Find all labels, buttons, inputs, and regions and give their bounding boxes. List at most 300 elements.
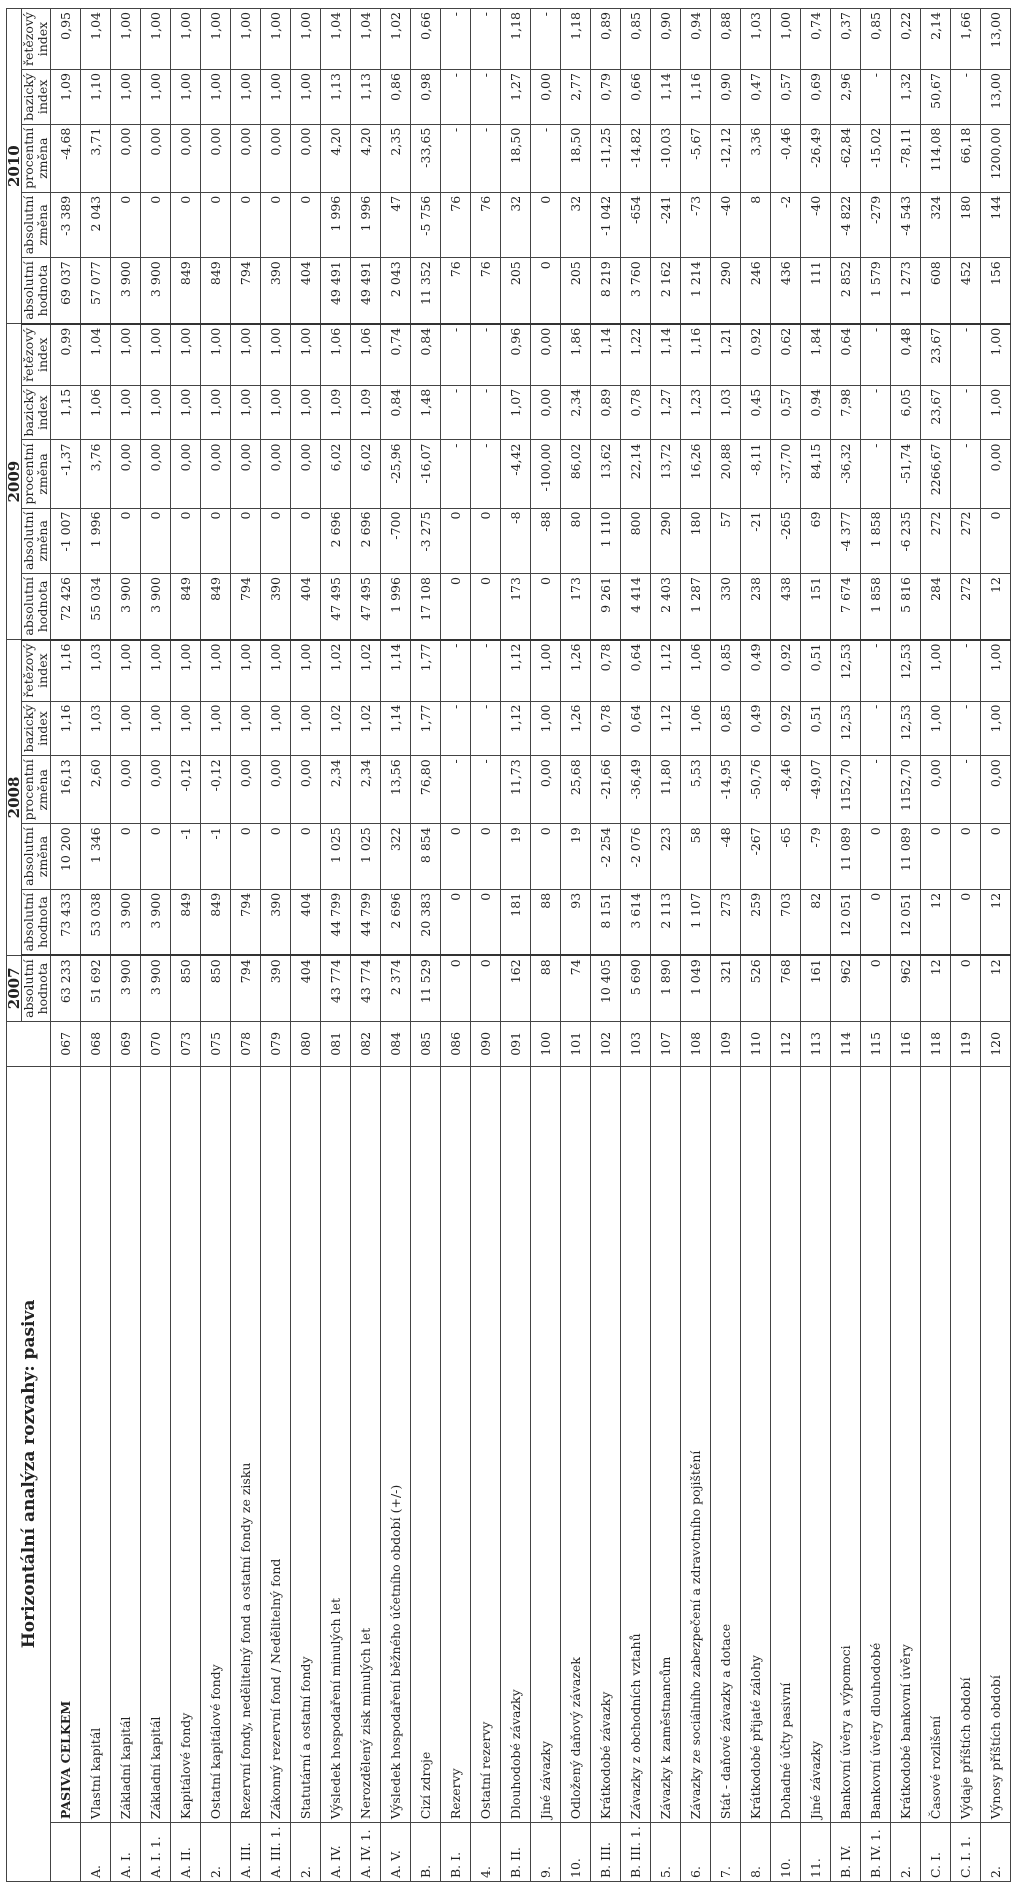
value-cell: 0 [231,508,261,574]
value-cell: -26,49 [801,124,831,192]
value-cell: 1,22 [621,324,651,386]
value-cell: 1,23 [681,385,711,440]
row-code [51,1823,81,1882]
value-cell: - [471,9,501,70]
value-cell: 0,62 [771,324,801,386]
value-cell: 2,34 [561,385,591,440]
value-cell: 1,00 [231,324,261,386]
value-cell: 1,02 [351,640,381,702]
value-cell: 1,00 [111,9,141,70]
row-number: 119 [951,1021,981,1066]
value-cell: 0,22 [891,9,921,70]
value-cell: -0,12 [201,756,231,824]
value-cell: 962 [891,955,921,1021]
value-cell: 1,00 [921,701,951,756]
table-title: Horizontální analýza rozvahy: pasiva [7,1066,51,1881]
value-cell: 18,50 [501,124,531,192]
value-cell: 1,12 [501,701,531,756]
value-cell: 8 854 [411,824,441,890]
value-cell: 1,14 [651,324,681,386]
value-cell: 32 [501,192,531,258]
value-cell: 88 [531,889,561,955]
value-cell: 76 [441,258,471,324]
value-cell: 794 [231,889,261,955]
value-cell: 0,94 [801,385,831,440]
row-code: 5. [651,1823,681,1882]
value-cell: 1,77 [411,640,441,702]
value-cell: 43 774 [321,955,351,1021]
value-cell: 0,57 [771,70,801,125]
table-row [381,9,411,1882]
row-number: 108 [681,1021,711,1066]
year-header-row [7,9,22,1882]
value-cell: - [951,701,981,756]
value-cell: 1,12 [651,640,681,702]
value-cell: 12 051 [831,889,861,955]
value-cell: 0,96 [501,324,531,386]
table-body [51,9,1011,1882]
row-number: 109 [711,1021,741,1066]
value-cell: 1 110 [591,508,621,574]
row-number: 084 [381,1021,411,1066]
value-cell: 436 [771,258,801,324]
value-cell: - [951,385,981,440]
row-label: Ostatní kapitálové fondy [201,1066,231,1822]
value-cell: -267 [741,824,771,890]
value-cell: 16,13 [51,756,81,824]
value-cell: 794 [231,955,261,1021]
value-cell: 0,92 [741,324,771,386]
value-cell: 1,06 [351,324,381,386]
value-cell: 1,00 [981,640,1011,702]
value-cell: - [471,640,501,702]
value-cell: 390 [261,574,291,640]
value-cell: 0,00 [291,756,321,824]
value-cell: 0,00 [111,756,141,824]
value-cell: - [951,440,981,508]
value-cell: 3 900 [111,889,141,955]
value-cell: 47 495 [321,574,351,640]
value-cell: 0,64 [621,640,651,702]
value-cell: 1,00 [291,385,321,440]
row-number: 103 [621,1021,651,1066]
value-cell: 0,00 [531,756,561,824]
value-cell: 273 [711,889,741,955]
value-cell: 22,14 [621,440,651,508]
value-cell: 0,90 [651,9,681,70]
value-cell: -4,68 [51,124,81,192]
value-cell: 1 273 [891,258,921,324]
value-cell: 6,05 [891,385,921,440]
value-cell: -65 [771,824,801,890]
value-cell: 0,00 [111,124,141,192]
value-cell: -4,42 [501,440,531,508]
value-cell: 63 233 [51,955,81,1021]
row-label: Cizí zdroje [411,1066,441,1822]
row-code: B. III. [591,1823,621,1882]
value-cell: 76 [441,192,471,258]
value-cell: 0,66 [411,9,441,70]
row-label: Závazky k zaměstnancům [651,1066,681,1822]
value-cell: 2,96 [831,70,861,125]
value-cell: 1,26 [561,701,591,756]
table-row [501,9,531,1882]
value-cell: - [441,9,471,70]
value-cell: 0,00 [531,324,561,386]
value-cell: 20 383 [411,889,441,955]
value-cell: 404 [291,955,321,1021]
value-cell: 3 900 [111,258,141,324]
value-cell: -3 275 [411,508,441,574]
row-code: A. [81,1823,111,1882]
value-cell: 44 799 [321,889,351,955]
value-cell: -279 [861,192,891,258]
row-number: 120 [981,1021,1011,1066]
value-cell: 1,04 [81,324,111,386]
value-cell: -40 [801,192,831,258]
value-cell: 0 [471,574,501,640]
value-cell: 12 [981,955,1011,1021]
value-cell: 1,03 [81,640,111,702]
value-cell: 43 774 [351,955,381,1021]
value-cell: 2,34 [321,756,351,824]
row-number: 116 [891,1021,921,1066]
table-row [471,9,501,1882]
value-cell: 272 [921,508,951,574]
value-cell: 11 089 [891,824,921,890]
row-code: 7. [711,1823,741,1882]
value-cell: 3,36 [741,124,771,192]
value-cell: 0,47 [741,70,771,125]
value-cell: 69 [801,508,831,574]
value-cell: -8,46 [771,756,801,824]
value-cell: 12 051 [891,889,921,955]
value-cell: 49 491 [351,258,381,324]
value-cell: - [471,70,501,125]
value-cell: 1,09 [321,385,351,440]
row-code: A. IV. 1. [351,1823,381,1882]
value-cell: 526 [741,955,771,1021]
value-cell: 0,85 [621,9,651,70]
value-cell: 173 [501,574,531,640]
value-cell: 1,00 [201,324,231,386]
value-cell: -16,07 [411,440,441,508]
row-label: Rezervní fondy, nedělitelný fond a ostatní fondy ze zisku [231,1066,261,1822]
value-cell: 0,64 [621,701,651,756]
value-cell: 0,00 [291,124,321,192]
value-cell: 8 [741,192,771,258]
year-2007: 2007 [7,955,22,1021]
row-label: Závazky ze sociálního zabezpečení a zdravotního pojištění [681,1066,711,1822]
value-cell: 1,00 [531,701,561,756]
value-cell: 0 [951,824,981,890]
col-header-2009-1: absolutní změna [22,508,51,574]
value-cell: 794 [231,574,261,640]
value-cell: 1,00 [261,640,291,702]
value-cell: 1,27 [501,70,531,125]
value-cell: 1,00 [981,385,1011,440]
table-row [111,9,141,1882]
value-cell: -241 [651,192,681,258]
value-cell: 0,00 [531,385,561,440]
value-cell: 404 [291,889,321,955]
row-code: B. III. 1. [621,1823,651,1882]
value-cell: 12,53 [891,701,921,756]
value-cell: 2 043 [381,258,411,324]
value-cell: 1,03 [741,9,771,70]
value-cell: 1,02 [351,701,381,756]
value-cell: - [951,640,981,702]
row-label: Základní kapitál [111,1066,141,1822]
value-cell: 12 [921,889,951,955]
value-cell: - [471,701,501,756]
value-cell: -25,96 [381,440,411,508]
value-cell: 0 [141,508,171,574]
value-cell: 0 [531,824,561,890]
value-cell: 0 [981,824,1011,890]
row-number: 086 [441,1021,471,1066]
value-cell: -10,03 [651,124,681,192]
table-row [651,9,681,1882]
row-label: Základní kapitál [141,1066,171,1822]
value-cell: -2 254 [591,824,621,890]
value-cell: - [951,756,981,824]
row-number: 091 [501,1021,531,1066]
value-cell: 180 [681,508,711,574]
value-cell: 3 900 [141,889,171,955]
value-cell: -100,00 [531,440,561,508]
value-cell: 16,26 [681,440,711,508]
value-cell: 238 [741,574,771,640]
table-row [411,9,441,1882]
value-cell: 2 403 [651,574,681,640]
value-cell: 0,00 [141,440,171,508]
value-cell: 1 025 [351,824,381,890]
value-cell: 1,16 [681,70,711,125]
value-cell: 1,00 [291,9,321,70]
value-cell: 0 [201,508,231,574]
row-code: 2. [891,1823,921,1882]
value-cell: -79 [801,824,831,890]
value-cell: 1,09 [51,70,81,125]
value-cell: 1,00 [291,701,321,756]
value-cell: 12,53 [831,701,861,756]
value-cell: 1,00 [111,640,141,702]
value-cell: 272 [951,508,981,574]
value-cell: 0 [261,192,291,258]
value-cell: - [861,640,891,702]
value-cell: 0 [171,508,201,574]
value-cell: 321 [711,955,741,1021]
value-cell: 850 [201,955,231,1021]
value-cell: 330 [711,574,741,640]
value-cell: -654 [621,192,651,258]
value-cell: 0,37 [831,9,861,70]
value-cell: 322 [381,824,411,890]
row-label: Výsledek hospodaření minulých let [321,1066,351,1822]
row-label: Krátkodobé závazky [591,1066,621,1822]
value-cell: 1,18 [501,9,531,70]
value-cell: 1,15 [51,385,81,440]
value-cell: 2 043 [81,192,111,258]
value-cell: 0 [471,955,501,1021]
row-label: Krátkodobé bankovní úvěry [891,1066,921,1822]
table-row [771,9,801,1882]
value-cell: -0,12 [171,756,201,824]
value-cell: 1,00 [261,9,291,70]
value-cell: -21 [741,508,771,574]
value-cell: 72 426 [51,574,81,640]
row-code: A. II. [171,1823,201,1882]
value-cell: 32 [561,192,591,258]
col-header-2009-3: bazický index [22,385,51,440]
value-cell: 0 [951,889,981,955]
value-cell: - [951,324,981,386]
value-cell: 1,12 [501,640,531,702]
value-cell: 47 [381,192,411,258]
value-cell: - [441,756,471,824]
value-cell: 0,74 [381,324,411,386]
value-cell: 1,00 [231,9,261,70]
value-cell: -3 389 [51,192,81,258]
value-cell: 1,00 [171,9,201,70]
year-2009: 2009 [7,324,22,640]
row-number: 085 [411,1021,441,1066]
row-code: A. V. [381,1823,411,1882]
value-cell: 1,03 [81,701,111,756]
value-cell: 2 374 [381,955,411,1021]
value-cell: 0 [441,508,471,574]
value-cell: -5,67 [681,124,711,192]
row-code: 2. [981,1823,1011,1882]
value-cell: 0,92 [771,640,801,702]
value-cell: 0,00 [231,756,261,824]
row-label: Dlouhodobé závazky [501,1066,531,1822]
col-header-2010-2: procentní změna [22,124,51,192]
col-header-2010-4: řetězový index [22,9,51,70]
value-cell: 1 858 [861,508,891,574]
value-cell: 0 [921,824,951,890]
row-code: 2. [201,1823,231,1882]
value-cell: 1,00 [261,324,291,386]
value-cell: 3,76 [81,440,111,508]
value-cell: 1,00 [231,70,261,125]
value-cell: 0,64 [831,324,861,386]
value-cell: 246 [741,258,771,324]
row-number: 114 [831,1021,861,1066]
value-cell: 1,13 [321,70,351,125]
value-cell: 11 529 [411,955,441,1021]
value-cell: - [531,9,561,70]
value-cell: 0,88 [711,9,741,70]
value-cell: -5 756 [411,192,441,258]
value-cell: 1 579 [861,258,891,324]
value-cell: 0,00 [231,124,261,192]
value-cell: 390 [261,955,291,1021]
value-cell: -49,07 [801,756,831,824]
value-cell: 86,02 [561,440,591,508]
row-number: 101 [561,1021,591,1066]
value-cell: 1,00 [141,324,171,386]
value-cell: -36,49 [621,756,651,824]
value-cell: 7 674 [831,574,861,640]
row-label: Závazky z obchodních vztahů [621,1066,651,1822]
value-cell: 1,02 [321,640,351,702]
value-cell: -265 [771,508,801,574]
value-cell: -0,46 [771,124,801,192]
table-row [591,9,621,1882]
value-cell: 272 [951,574,981,640]
row-number: 068 [81,1021,111,1066]
value-cell: 0 [441,574,471,640]
value-cell: 1,04 [321,9,351,70]
value-cell: 800 [621,508,651,574]
value-cell: 1,00 [141,701,171,756]
value-cell: 1 214 [681,258,711,324]
value-cell: 0,86 [381,70,411,125]
value-cell: 3 900 [141,258,171,324]
value-cell: 12,53 [831,640,861,702]
value-cell: 1,26 [561,640,591,702]
row-number: 090 [471,1021,501,1066]
value-cell: 0,85 [861,9,891,70]
value-cell: 57 077 [81,258,111,324]
value-cell: 7,98 [831,385,861,440]
value-cell: 11,80 [651,756,681,824]
value-cell: 0 [141,192,171,258]
value-cell: 0,99 [51,324,81,386]
value-cell: 0,00 [171,124,201,192]
value-cell: 6,02 [351,440,381,508]
value-cell: 57 [711,508,741,574]
value-cell: 3 614 [621,889,651,955]
value-cell: 1,14 [651,70,681,125]
value-cell: 12 [981,574,1011,640]
row-label: Krátkodobé přijaté zálohy [741,1066,771,1822]
row-label: Kapitálové fondy [171,1066,201,1822]
row-label: Statutární a ostatní fondy [291,1066,321,1822]
value-cell: 849 [171,258,201,324]
value-cell: -4 377 [831,508,861,574]
value-cell: 2 113 [651,889,681,955]
value-cell: 0 [171,192,201,258]
value-cell: 849 [201,889,231,955]
value-cell: 1,03 [711,385,741,440]
value-cell: 1 996 [321,192,351,258]
value-cell: - [531,124,561,192]
table-row [261,9,291,1882]
value-cell: 1,86 [561,324,591,386]
value-cell: 0,51 [801,701,831,756]
value-cell: 3 900 [111,574,141,640]
value-cell: 55 034 [81,574,111,640]
col-header-2009-0: absolutní hodnota [22,574,51,640]
value-cell: -2 [771,192,801,258]
value-cell: 1,10 [81,70,111,125]
value-cell: 8 219 [591,258,621,324]
value-cell: -15,02 [861,124,891,192]
value-cell: 1,00 [171,324,201,386]
value-cell: 1,12 [651,701,681,756]
col-header-2007-absolutni-hodnota: absolutní hodnota [22,955,51,1021]
value-cell: 850 [171,955,201,1021]
value-cell: 0 [261,824,291,890]
row-code: C. I. [921,1823,951,1882]
value-cell: -21,66 [591,756,621,824]
value-cell: 1200,00 [981,124,1011,192]
value-cell: 0,84 [411,324,441,386]
value-cell: 0 [981,508,1011,574]
